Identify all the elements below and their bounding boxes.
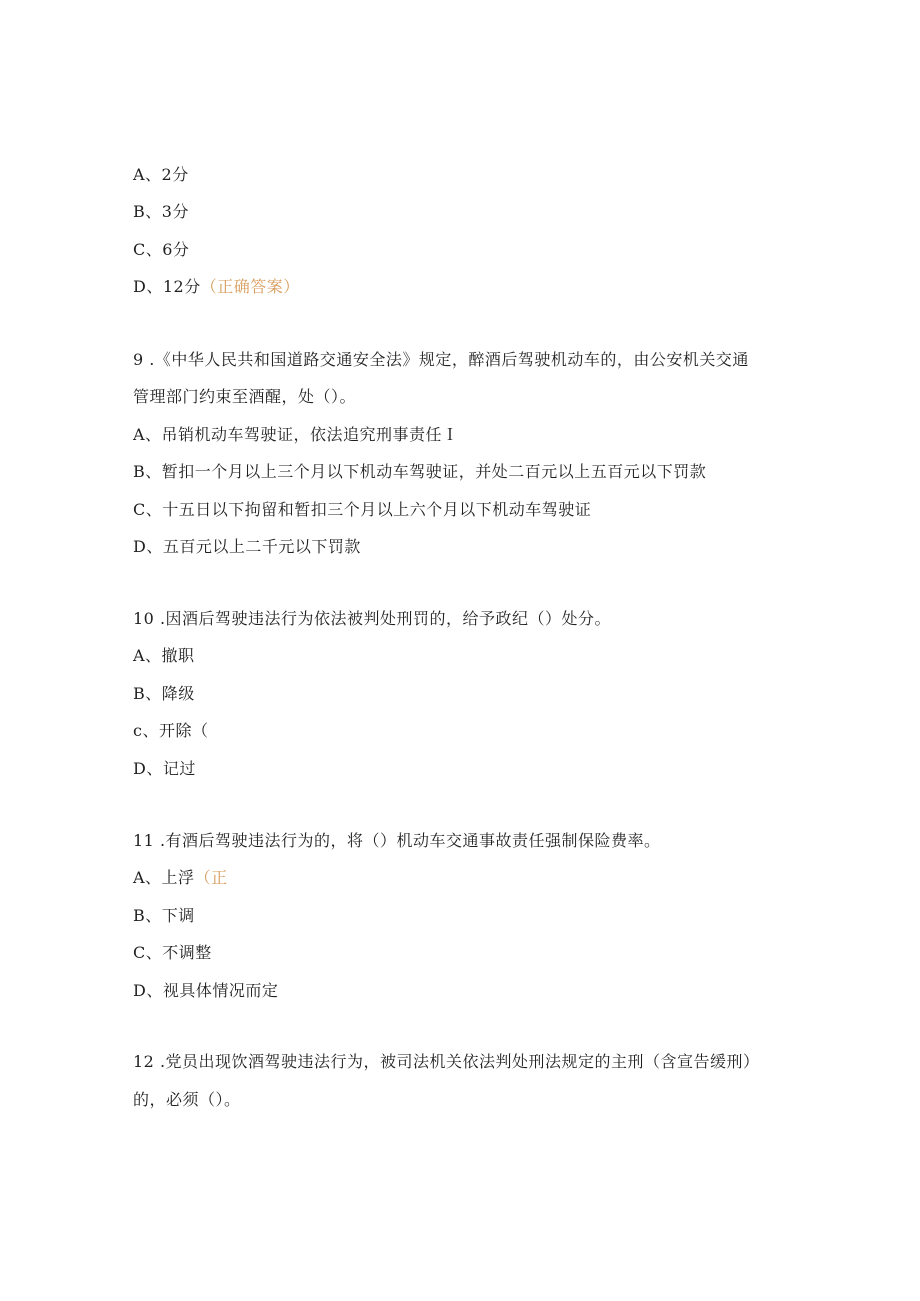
question-10-stem: 10 .因酒后驾驶违法行为依法被判处刑罚的，给予政纪（）处分。 xyxy=(133,609,612,628)
question-10-option-d: D、记过 xyxy=(133,759,196,778)
correct-answer-mark: （正 xyxy=(194,868,228,887)
question-11-option-a: A、上浮（正 xyxy=(133,868,228,887)
option-d: D、12分（正确答案） xyxy=(133,277,300,296)
question-9-option-b: B、暂扣一个月以上三个月以下机动车驾驶证，并处二百元以上五百元以下罚款 xyxy=(133,462,707,481)
correct-answer-mark: （正确答案） xyxy=(200,277,300,296)
question-9-option-d: D、五百元以上二千元以下罚款 xyxy=(133,537,361,556)
question-10-option-a: A、撤职 xyxy=(133,646,195,665)
option-a: A、2分 xyxy=(133,165,189,184)
question-10-option-c: c、开除（ xyxy=(133,721,209,740)
question-9-stem-cont: 管理部门约束至酒醒，处（）。 xyxy=(133,387,357,406)
question-9-option-c: C、十五日以下拘留和暂扣三个月以上六个月以下机动车驾驶证 xyxy=(133,500,592,519)
question-11-option-b: B、下调 xyxy=(133,906,195,925)
question-12-stem-cont: 的，必须（）。 xyxy=(133,1090,241,1109)
question-11-option-c: C、不调整 xyxy=(133,943,212,962)
question-9-option-a: A、吊销机动车驾驶证，依法追究刑事责任Ｉ xyxy=(133,425,459,444)
option-c: C、6分 xyxy=(133,240,190,259)
question-11-option-d: D、视具体情况而定 xyxy=(133,981,279,1000)
question-12-stem: 12 .党员出现饮酒驾驶违法行为，被司法机关依法判处刑法规定的主刑（含宣告缓刑） xyxy=(133,1052,760,1071)
question-10-option-b: B、降级 xyxy=(133,684,195,703)
option-b: B、3分 xyxy=(133,202,189,221)
question-9-stem: 9 .《中华人民共和国道路交通安全法》规定，醉酒后驾驶机动车的，由公安机关交通 xyxy=(133,350,749,369)
question-11-stem: 11 .有酒后驾驶违法行为的，将（）机动车交通事故责任强制保险费率。 xyxy=(133,831,661,850)
